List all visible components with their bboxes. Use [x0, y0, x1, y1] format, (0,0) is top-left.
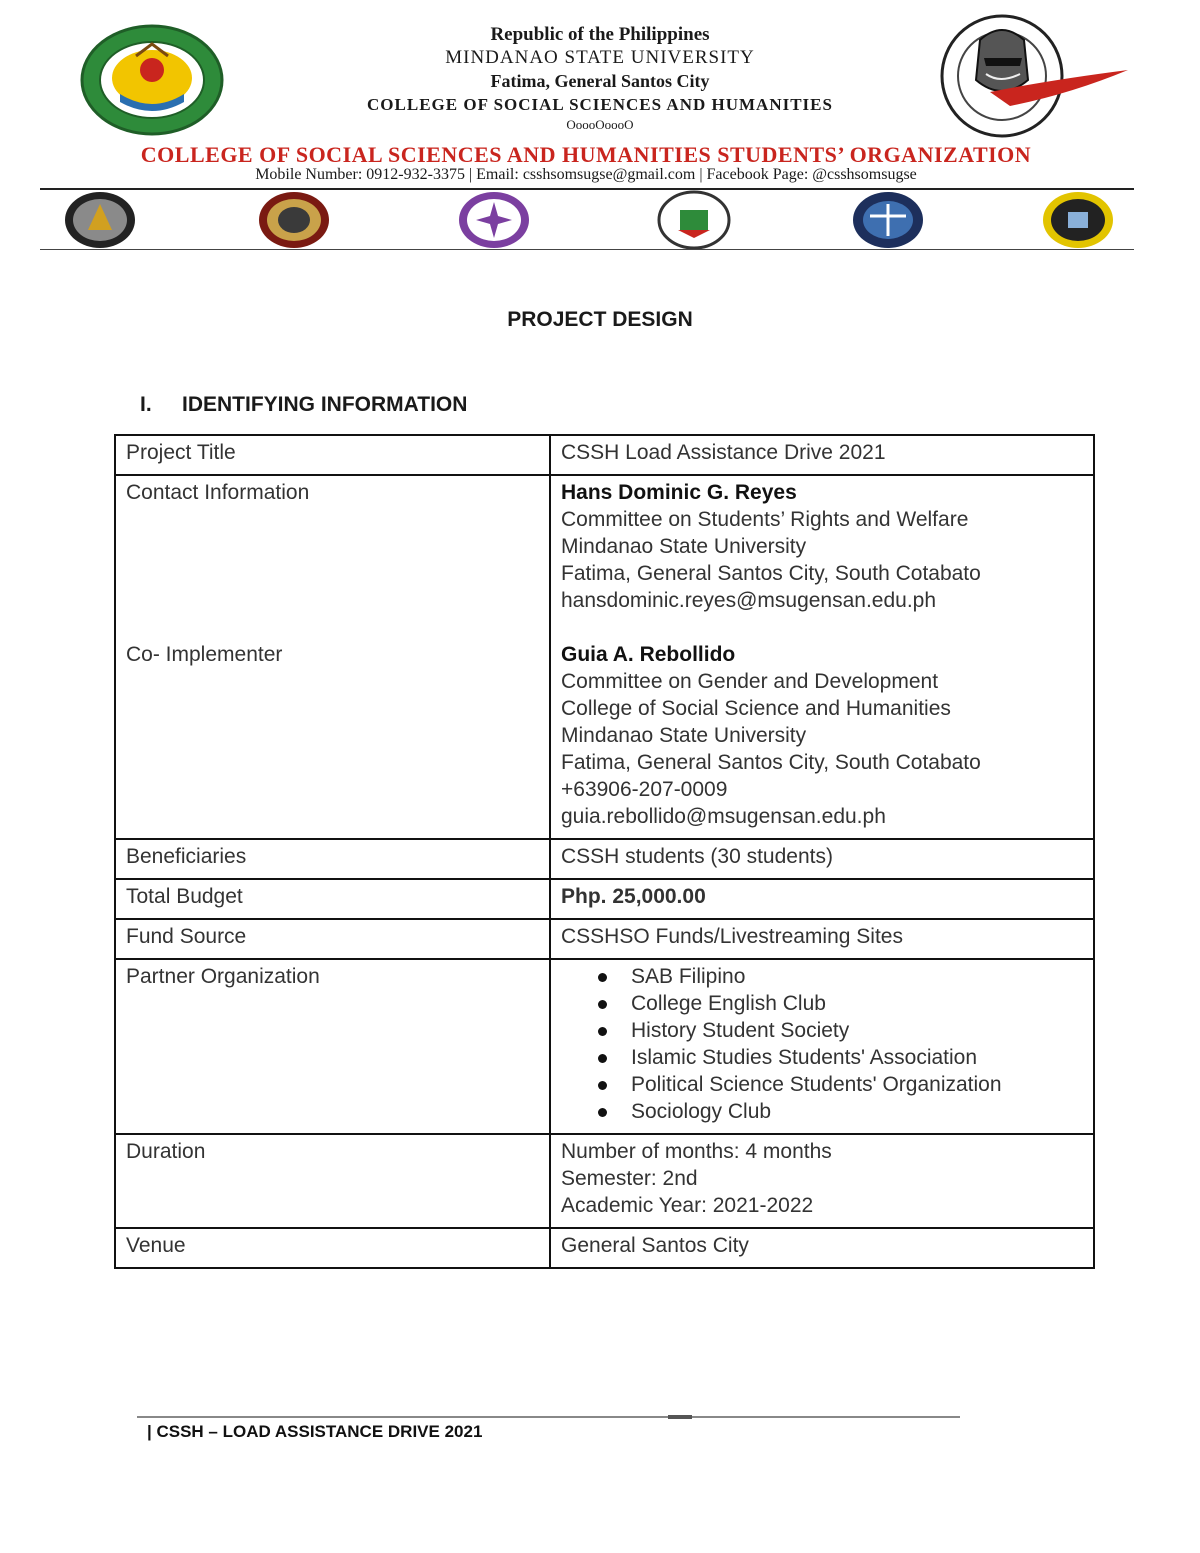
footer-divider	[137, 1416, 960, 1418]
university-name: MINDANAO STATE UNIVERSITY	[445, 47, 755, 68]
member-org-seal-4	[656, 190, 732, 250]
partner-organization-cell	[550, 959, 1094, 1134]
table-row	[115, 959, 1094, 1134]
co-implementer-label: Co- Implementer	[126, 643, 283, 666]
venue-label: Venue	[115, 1228, 550, 1268]
list-item: SAB Filipino	[561, 963, 1083, 990]
duration-months: Number of months: 4 months	[561, 1140, 832, 1163]
table-row	[115, 435, 1094, 475]
co-implementer-email: guia.rebollido@msugensan.edu.ph	[561, 805, 886, 828]
list-item: History Student Society	[561, 1017, 1083, 1044]
letterhead-divider-top	[40, 188, 1134, 190]
member-org-seal-2	[256, 190, 332, 250]
contact-label-cell	[115, 475, 550, 839]
contact-info-label: Contact Information	[126, 481, 310, 504]
vanguards-knight-logo	[940, 10, 1132, 142]
ornament-line: OoooOoooO	[566, 117, 634, 132]
section-number: I.	[140, 393, 152, 416]
table-row	[115, 839, 1094, 879]
section-heading	[140, 393, 467, 417]
list-item: College English Club	[561, 990, 1083, 1017]
table-row	[115, 475, 1094, 839]
college-name: COLLEGE OF SOCIAL SCIENCES AND HUMANITIES	[367, 95, 833, 114]
republic-line: Republic of the Philippines	[490, 24, 710, 45]
list-item: Political Science Students' Organization	[561, 1071, 1083, 1098]
beneficiaries-value: CSSH students (30 students)	[550, 839, 1094, 879]
co-implementer-college: College of Social Science and Humanities	[561, 697, 951, 720]
duration-label: Duration	[115, 1134, 550, 1228]
total-budget-label: Total Budget	[115, 879, 550, 919]
member-org-seal-5	[850, 190, 926, 250]
partner-organization-list	[561, 963, 1083, 1125]
list-item: Islamic Studies Students' Association	[561, 1044, 1083, 1071]
member-org-seal-6	[1040, 190, 1116, 250]
footer-text: | CSSH – LOAD ASSISTANCE DRIVE 2021	[147, 1422, 483, 1441]
co-implementer-phone: +63906-207-0009	[561, 778, 728, 801]
contact-name: Hans Dominic G. Reyes	[561, 481, 797, 504]
contact-address: Fatima, General Santos City, South Cotabato	[561, 562, 981, 585]
student-organization-name: COLLEGE OF SOCIAL SCIENCES AND HUMANITIES STUDENTS’ ORGANIZATION	[140, 142, 1032, 167]
section-title: IDENTIFYING INFORMATION	[182, 393, 468, 416]
co-implementer-university: Mindanao State University	[561, 724, 807, 747]
table-row	[115, 1134, 1094, 1228]
co-implementer-address: Fatima, General Santos City, South Cotabato	[561, 751, 981, 774]
duration-cell	[550, 1134, 1094, 1228]
member-org-seal-1	[62, 190, 138, 250]
document-title: PROJECT DESIGN	[507, 308, 693, 331]
duration-academic-year: Academic Year: 2021-2022	[561, 1194, 814, 1217]
contact-value-cell	[550, 475, 1094, 839]
beneficiaries-label: Beneficiaries	[115, 839, 550, 879]
list-item: Sociology Club	[561, 1098, 1083, 1125]
table-row	[115, 1228, 1094, 1268]
fund-source-label: Fund Source	[115, 919, 550, 959]
total-budget-value: Php. 25,000.00	[550, 879, 1094, 919]
letterhead-divider-bottom	[40, 249, 1134, 250]
identifying-information-table	[114, 434, 1095, 1269]
partner-organization-label: Partner Organization	[115, 959, 550, 1134]
footer-divider-mark	[668, 1415, 692, 1419]
fund-source-value: CSSHSO Funds/Livestreaming Sites	[550, 919, 1094, 959]
contact-university: Mindanao State University	[561, 535, 807, 558]
co-implementer-committee: Committee on Gender and Development	[561, 670, 939, 693]
co-implementer-name: Guia A. Rebollido	[561, 643, 736, 666]
contact-email: hansdominic.reyes@msugensan.edu.ph	[561, 589, 937, 612]
table-row	[115, 879, 1094, 919]
project-title-label: Project Title	[115, 435, 550, 475]
campus-location: Fatima, General Santos City	[490, 71, 710, 91]
project-title-value: CSSH Load Assistance Drive 2021	[550, 435, 1094, 475]
duration-semester: Semester: 2nd	[561, 1167, 698, 1190]
member-org-seal-3	[456, 190, 532, 250]
organization-contact-line: Mobile Number: 0912-932-3375 | Email: csshsomsugse@gmail.com | Facebook Page: @csshsomsugse	[255, 166, 917, 183]
table-row	[115, 919, 1094, 959]
contact-committee: Committee on Students’ Rights and Welfare	[561, 508, 969, 531]
venue-value: General Santos City	[550, 1228, 1094, 1268]
msu-seal-logo	[80, 24, 224, 136]
